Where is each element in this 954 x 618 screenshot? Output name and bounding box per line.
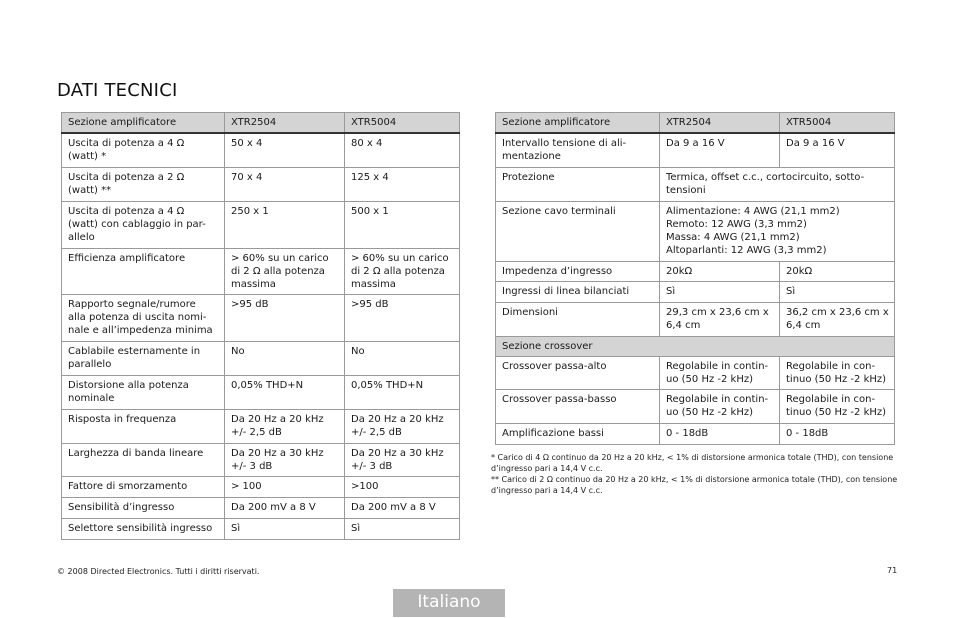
- table-cell: 500 x 1: [345, 201, 460, 248]
- table-row: [62, 133, 460, 167]
- table-cell: Regolabile in con- tinuo (50 Hz -2 kHz): [780, 389, 895, 423]
- row-label: Protezione: [496, 167, 660, 201]
- row-label: Crossover passa-alto: [496, 356, 660, 389]
- table-cell: 36,2 cm x 23,6 cm x 6,4 cm: [780, 302, 895, 336]
- table-cell: 80 x 4: [345, 133, 460, 167]
- table-row: [496, 201, 895, 261]
- table-cell: Sì: [225, 518, 345, 539]
- row-label: Risposta in frequenza: [62, 409, 225, 443]
- table-cell: Da 20 Hz a 20 kHz +/- 2,5 dB: [345, 409, 460, 443]
- footnote: ** Carico di 2 Ω continuo da 20 Hz a 20 kHz, < 1% di distorsione armonica totale (THD), con tensione d’ingresso pari a 14,4 V c.c.: [491, 475, 898, 495]
- table-cell: Da 9 a 16 V: [660, 133, 780, 167]
- row-label: Uscita di potenza a 4 Ω (watt) con cablaggio in par- allelo: [62, 201, 225, 248]
- table-cell: Regolabile in contin- uo (50 Hz -2 kHz): [660, 389, 780, 423]
- table-row: [496, 133, 895, 167]
- table-row: [496, 261, 895, 281]
- row-label: Selettore sensibilità ingresso: [62, 518, 225, 539]
- table-header-row: [496, 113, 895, 134]
- table-cell: > 100: [225, 476, 345, 497]
- row-label: Amplificazione bassi: [496, 423, 660, 444]
- table-cell: Sì: [780, 281, 895, 302]
- section-row: [496, 336, 895, 356]
- table-row: [62, 201, 460, 248]
- table-row: [62, 375, 460, 409]
- table-row: [496, 389, 895, 423]
- table-cell: Da 20 Hz a 30 kHz +/- 3 dB: [225, 443, 345, 476]
- row-label: Uscita di potenza a 4 Ω (watt) *: [62, 133, 225, 167]
- table-row: [496, 167, 895, 201]
- table-cell: 20kΩ: [780, 261, 895, 281]
- row-label: Impedenza d’ingresso: [496, 261, 660, 281]
- table-cell: 250 x 1: [225, 201, 345, 248]
- table-row: [496, 302, 895, 336]
- footnote: * Carico di 4 Ω continuo da 20 Hz a 20 kHz, < 1% di distorsione armonica totale (THD), con tensione d’ingresso pari a 14,4 V c.c.: [491, 453, 894, 473]
- copyright-notice: © 2008 Directed Electronics. Tutti i diritti riservati.: [57, 567, 260, 576]
- row-label: Uscita di potenza a 2 Ω (watt) **: [62, 167, 225, 201]
- table-cell: 20kΩ: [660, 261, 780, 281]
- table-cell: Regolabile in contin- uo (50 Hz -2 kHz): [660, 356, 780, 389]
- row-label: Ingressi di linea bilanciati: [496, 281, 660, 302]
- row-label: Sensibilità d’ingresso: [62, 497, 225, 518]
- table-row: [62, 341, 460, 375]
- table-cell: Regolabile in con- tinuo (50 Hz -2 kHz): [780, 356, 895, 389]
- table-cell: Sì: [660, 281, 780, 302]
- table-header-row: [62, 113, 460, 134]
- table-row: [496, 356, 895, 389]
- table-cell: >100: [345, 476, 460, 497]
- table-cell: No: [345, 341, 460, 375]
- table-cell: 50 x 4: [225, 133, 345, 167]
- table-cell: 0 - 18dB: [780, 423, 895, 444]
- table-cell: Da 200 mV a 8 V: [345, 497, 460, 518]
- row-label: Distorsione alla potenza nominale: [62, 375, 225, 409]
- table-cell: Sì: [345, 518, 460, 539]
- table-cell: Da 20 Hz a 20 kHz +/- 2,5 dB: [225, 409, 345, 443]
- table-cell: 0,05% THD+N: [225, 375, 345, 409]
- table-row: [62, 409, 460, 443]
- footnotes: [491, 452, 903, 496]
- table-row: [62, 248, 460, 294]
- table-cell: > 60% su un carico di 2 Ω alla potenza massima: [225, 248, 345, 294]
- table-row: [496, 423, 895, 444]
- table-row: [62, 167, 460, 201]
- header-cell: XTR2504: [225, 113, 345, 134]
- row-label: Cablabile esternamente in parallelo: [62, 341, 225, 375]
- header-cell: XTR5004: [780, 113, 895, 134]
- section-label: Sezione crossover: [496, 336, 895, 356]
- table-row: [62, 294, 460, 341]
- table-cell: Termica, offset c.c., cortocircuito, sotto- tensioni: [660, 167, 895, 201]
- table-cell: 0,05% THD+N: [345, 375, 460, 409]
- table-cell: >95 dB: [225, 294, 345, 341]
- table-cell: Da 20 Hz a 30 kHz +/- 3 dB: [345, 443, 460, 476]
- table-cell: No: [225, 341, 345, 375]
- page-title: DATI TECNICI: [57, 80, 178, 101]
- table-row: [62, 476, 460, 497]
- table-row: [62, 443, 460, 476]
- table-row: [62, 518, 460, 539]
- table-cell: >95 dB: [345, 294, 460, 341]
- table-row: [496, 281, 895, 302]
- row-label: Sezione cavo terminali: [496, 201, 660, 261]
- row-label: Rapporto segnale/rumore alla potenza di uscita nomi- nale e all’impedenza minima: [62, 294, 225, 341]
- table-cell: Da 200 mV a 8 V: [225, 497, 345, 518]
- row-label: Crossover passa-basso: [496, 389, 660, 423]
- table-cell: Da 9 a 16 V: [780, 133, 895, 167]
- row-label: Fattore di smorzamento: [62, 476, 225, 497]
- header-cell: XTR2504: [660, 113, 780, 134]
- right-spec-table: [495, 112, 895, 445]
- page-number: 71: [887, 566, 898, 575]
- table-cell: 70 x 4: [225, 167, 345, 201]
- table-cell: 0 - 18dB: [660, 423, 780, 444]
- table-cell: 125 x 4: [345, 167, 460, 201]
- table-row: [62, 497, 460, 518]
- header-cell: XTR5004: [345, 113, 460, 134]
- row-label: Larghezza di banda lineare: [62, 443, 225, 476]
- row-label: Intervallo tensione di ali- mentazione: [496, 133, 660, 167]
- table-cell: > 60% su un carico di 2 Ω alla potenza massima: [345, 248, 460, 294]
- table-cell: Alimentazione: 4 AWG (21,1 mm2) Remoto: 12 AWG (3,3 mm2) Massa: 4 AWG (21,1 mm2) Altoparlanti: 12 AWG (3,3 mm2): [660, 201, 895, 261]
- language-tab: Italiano: [393, 589, 505, 617]
- row-label: Efficienza amplificatore: [62, 248, 225, 294]
- header-cell: Sezione amplificatore: [496, 113, 660, 134]
- row-label: Dimensioni: [496, 302, 660, 336]
- header-cell: Sezione amplificatore: [62, 113, 225, 134]
- table-cell: 29,3 cm x 23,6 cm x 6,4 cm: [660, 302, 780, 336]
- left-spec-table: [61, 112, 460, 540]
